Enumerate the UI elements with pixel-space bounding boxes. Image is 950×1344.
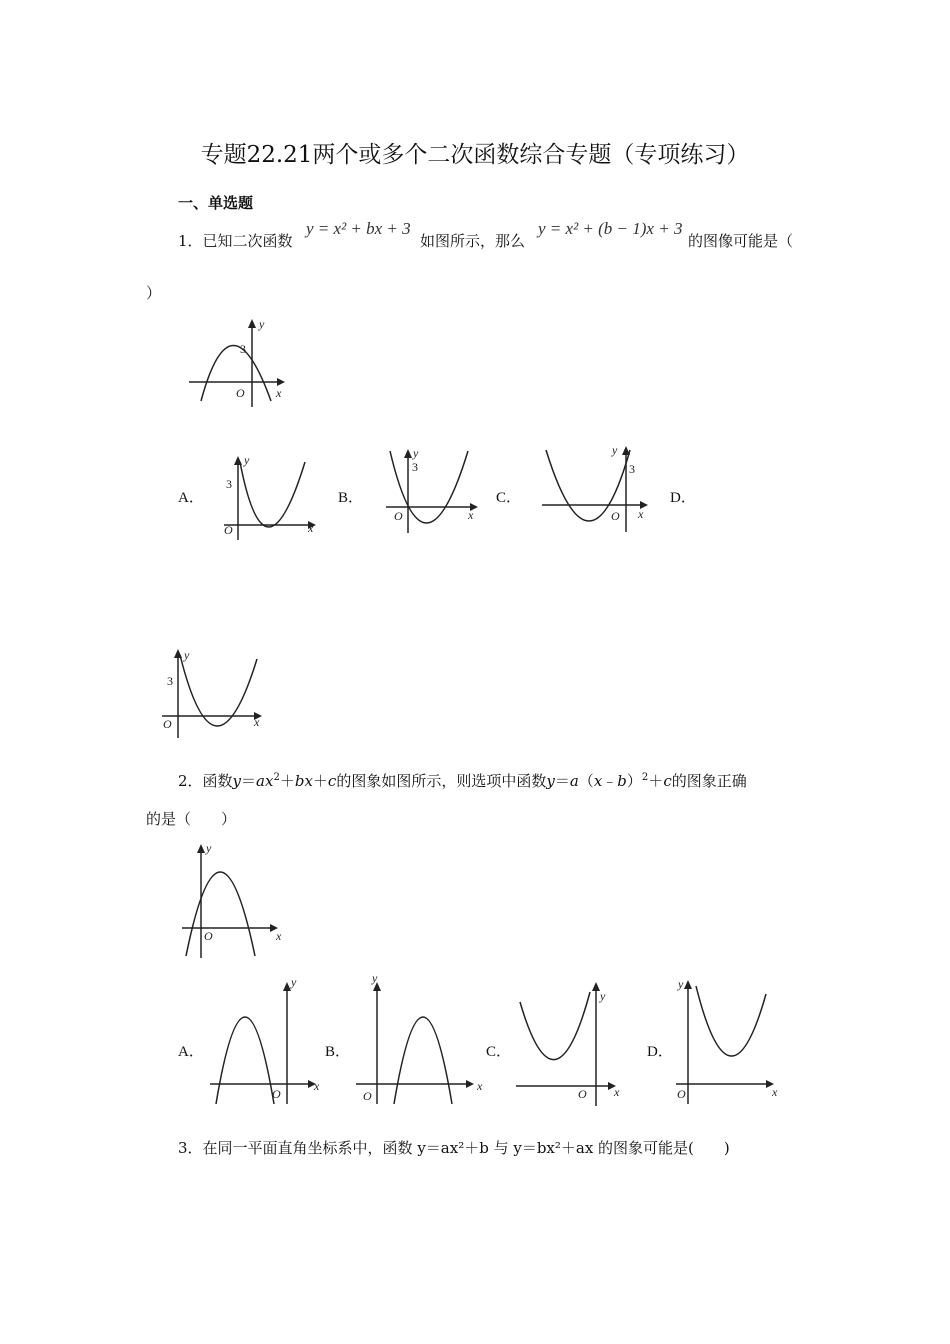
y-arrow — [248, 319, 256, 328]
q1-option-a[interactable]: A． — [178, 490, 204, 506]
q1-line — [178, 230, 293, 251]
q2-formula-2: y — [546, 772, 555, 790]
q2-option-a[interactable]: A． — [178, 1044, 204, 1060]
q1-option-a-graph — [220, 452, 320, 542]
x-label: x — [772, 1085, 778, 1099]
y-label: y — [678, 977, 684, 991]
origin-label: O — [224, 523, 233, 537]
origin-label: O — [578, 1087, 587, 1101]
origin-label: O — [236, 386, 245, 400]
q2-line-1: 2．函数$y=ax^2+bx+c$的图象如图所示，则选项中函数y＝a（x﹣b）$^2$＋c的图象正确 — [178, 772, 747, 790]
x-arrow — [277, 378, 285, 386]
x-label: x — [276, 929, 282, 943]
x-label: x — [254, 715, 260, 729]
page-title: 专题22.21两个或多个二次函数综合专题（专项练习） — [200, 142, 750, 168]
intercept-label: 3 — [412, 460, 418, 474]
q2-option-d-graph — [674, 972, 789, 1107]
q2-text-c: 的图象正确 — [671, 772, 747, 790]
origin-label: O — [677, 1087, 686, 1101]
parabola-curve — [520, 992, 590, 1060]
q1-option-b-graph — [384, 445, 484, 535]
y-label: y — [244, 453, 250, 467]
x-label: x — [638, 507, 644, 521]
q1-formula-1: y = x² + bx + 3 — [306, 219, 411, 238]
y-arrow — [283, 982, 291, 991]
q2-text-b: 的图象如图所示，则选项中函数 — [336, 772, 547, 790]
q1-number: 1． — [178, 232, 203, 250]
q1-option-c-graph — [540, 442, 655, 534]
q1-text-b: 如图所示，那么 — [420, 232, 526, 250]
y-arrow — [197, 844, 205, 853]
q2-main-graph — [178, 840, 288, 960]
x-label: x — [477, 1079, 483, 1093]
x-label: x — [276, 386, 282, 400]
y-label: y — [291, 975, 297, 989]
q2-option-b-graph — [354, 972, 489, 1107]
q2-option-c-graph — [514, 972, 629, 1107]
q2-option-d[interactable]: D． — [647, 1044, 673, 1060]
intercept-label: 3 — [240, 342, 246, 356]
q2-text-a: 2．函数 — [178, 772, 233, 790]
y-label: y — [184, 648, 190, 662]
section-heading: 一、单选题 — [178, 194, 254, 212]
q2-formula-1: y — [232, 772, 242, 790]
y-arrow — [592, 982, 600, 991]
y-label: y — [259, 317, 265, 331]
q1-text-d: ） — [146, 284, 162, 302]
q2-option-c[interactable]: C． — [486, 1044, 512, 1060]
q2-option-a-graph — [208, 972, 328, 1107]
x-label: x — [314, 1079, 320, 1093]
x-label: x — [468, 508, 474, 522]
q1-main-graph — [185, 315, 295, 410]
y-label: y — [612, 443, 618, 457]
q2-line-2: 的是（ ） — [146, 810, 237, 828]
origin-label: O — [163, 717, 172, 731]
q1-option-b[interactable]: B． — [338, 490, 364, 506]
parabola-curve — [696, 986, 766, 1056]
y-label: y — [413, 446, 419, 460]
intercept-label: 3 — [629, 462, 635, 476]
x-arrow — [466, 1080, 474, 1088]
y-arrow — [404, 449, 412, 458]
parabola-curve — [240, 462, 305, 527]
origin-label: O — [272, 1087, 281, 1101]
origin-label: O — [363, 1089, 372, 1103]
y-arrow — [684, 980, 692, 989]
y-label: y — [600, 989, 606, 1003]
origin-label: O — [611, 509, 620, 523]
parabola-curve — [186, 872, 255, 956]
y-label: y — [372, 972, 378, 985]
q1-text-c: 的图像可能是（ — [688, 232, 794, 250]
origin-label: O — [204, 929, 213, 943]
y-label: y — [206, 841, 212, 855]
q3-text: 3．在同一平面直角坐标系中，函数 y＝ax²＋b 与 y＝bx²＋ax 的图象可能是( ) — [178, 1139, 730, 1157]
q2-option-b[interactable]: B． — [325, 1044, 351, 1060]
q1-option-d-graph — [160, 645, 270, 740]
intercept-label: 3 — [167, 674, 173, 688]
q1-option-c[interactable]: C． — [496, 490, 522, 506]
parabola-curve — [216, 1017, 274, 1104]
intercept-label: 3 — [226, 477, 232, 491]
q1-formula-2: y = x² + (b − 1)x + 3 — [538, 219, 683, 238]
x-label: x — [308, 521, 314, 535]
q1-option-d[interactable]: D． — [670, 490, 696, 506]
q1-text-a: 已知二次函数 — [202, 232, 293, 250]
parabola-curve — [394, 1017, 452, 1104]
origin-label: O — [394, 509, 403, 523]
x-label: x — [614, 1085, 620, 1099]
